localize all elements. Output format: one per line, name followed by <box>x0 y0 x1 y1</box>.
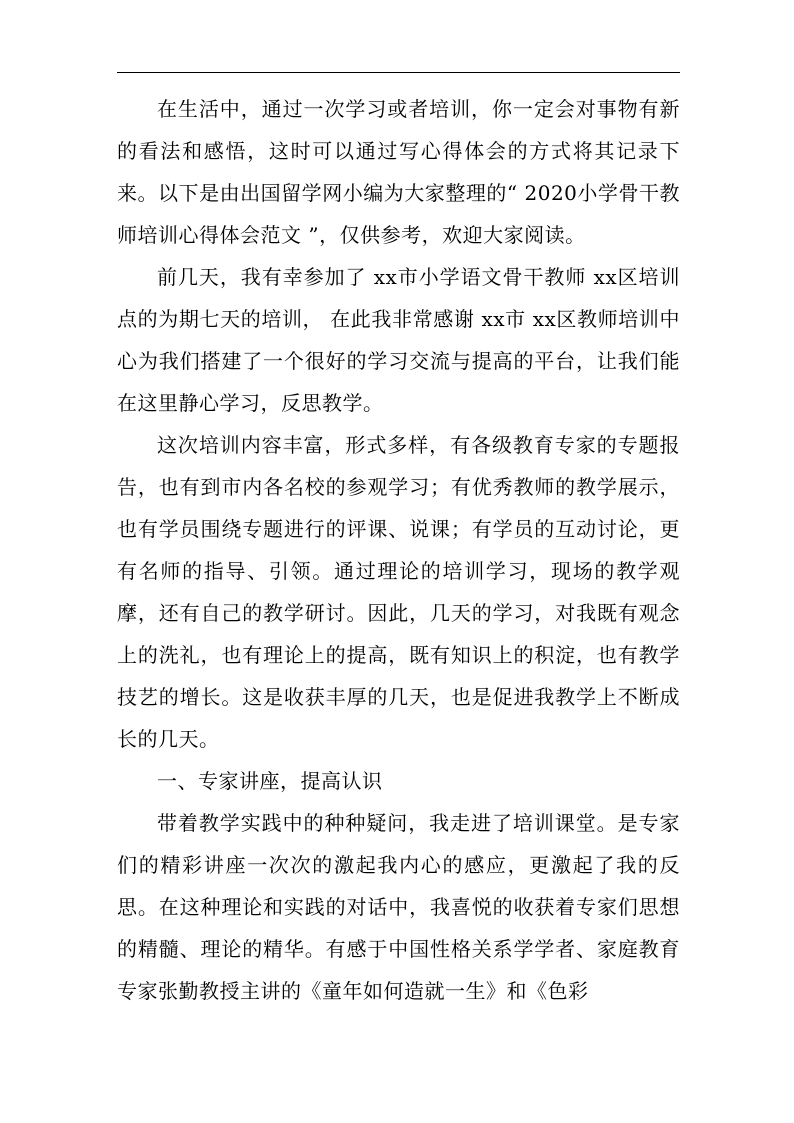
paragraph-expert-lectures: 带着教学实践中的种种疑问，我走进了培训课堂。是专家们的精彩讲座一次次的激起我内心的感应，更激起了我的反思。在这种理论和实践的对话中，我喜悦的收获着专家们思想的精髓、理论的精华。有感于中国性格关系学学者、家庭教育专家张勤教授主讲的《童年如何造就一生》和《色彩 <box>117 811 680 1003</box>
paragraph-intro: 在生活中，通过一次学习或者培训，你一定会对事物有新的看法和感悟，这时可以通过写心得体会的方式将其记录下来。以下是由出国留学网小编为大家整理的“ 2020小学骨干教师培训心得体会范文 ”，仅供参考，欢迎大家阅读。 <box>117 97 680 247</box>
section-heading: 一、专家讲座，提高认识 <box>157 769 383 793</box>
paragraph-training-content: 这次培训内容丰富，形式多样，有各级教育专家的专题报告，也有到市内各名校的参观学习；有优秀教师的教学展示，也有学员围绕专题进行的评课、说课；有学员的互动讨论，更有名师的指导、引领。通过理论的培训学习，现场的教学观摩，还有自己的教学研讨。因此，几天的学习，对我既有观念上的洗礼，也有理论上的提高，既有知识上的积淀，也有教学技艺的增长。这是收获丰厚的几天，也是促进我教学上不断成长的几天。 <box>117 433 680 751</box>
document-body <box>117 88 680 1012</box>
paragraph-training-thanks: 前几天，我有幸参加了 xx市小学语文骨干教师 xx区培训点的为期七天的培训， 在此我非常感谢 xx市 xx区教师培训中心为我们搭建了一个很好的学习交流与提高的平台，让我们能在这里静心学习，反思教学。 <box>117 265 680 415</box>
header-rule <box>117 72 680 73</box>
